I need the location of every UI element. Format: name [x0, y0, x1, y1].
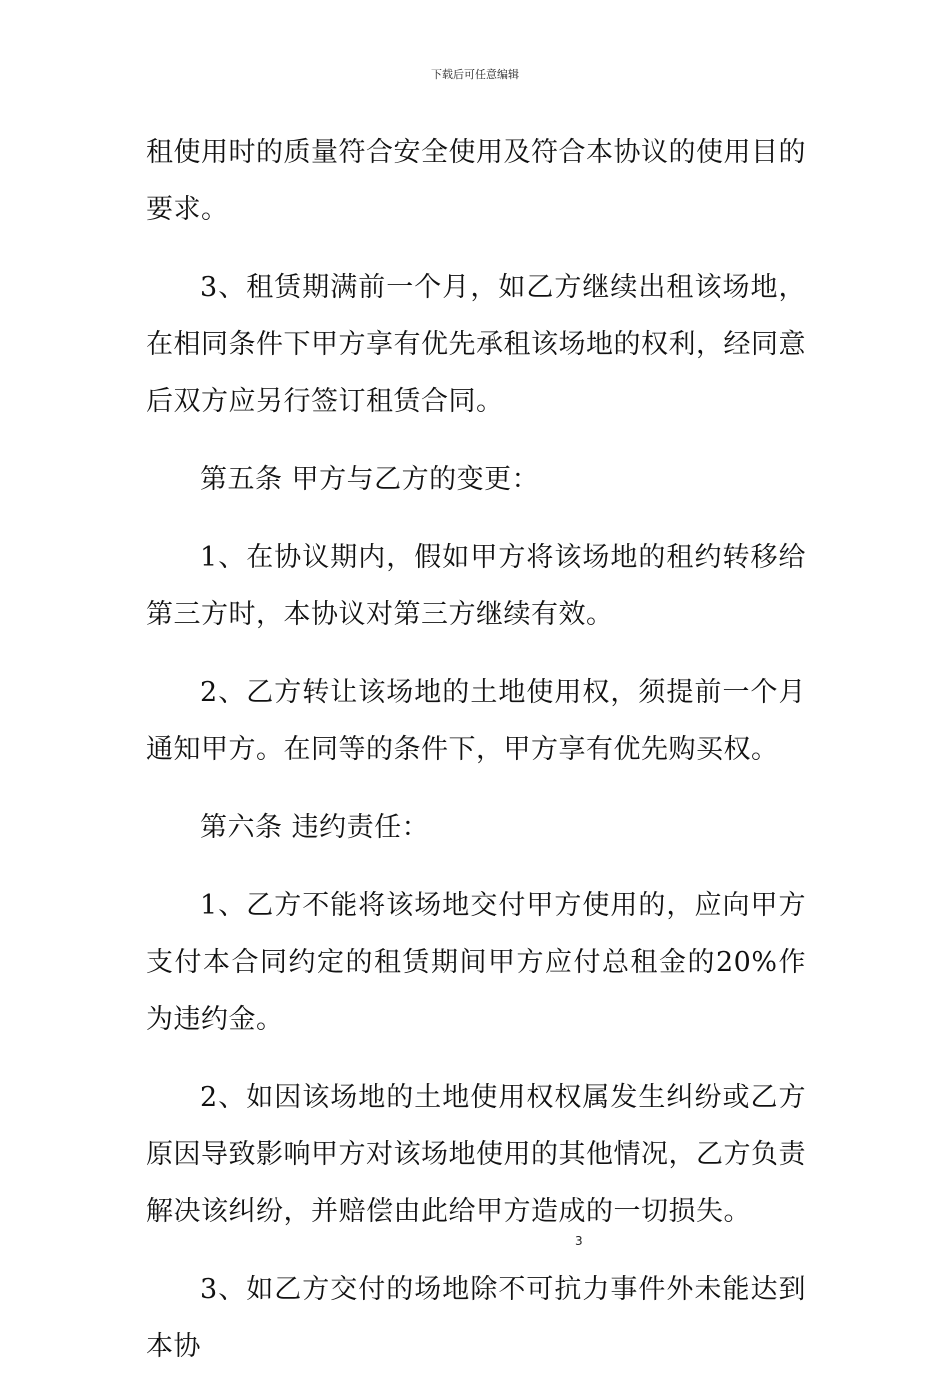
paragraph-clause-3-renewal: 3、租赁期满前一个月，如乙方继续出租该场地，在相同条件下甲方享有优先承租该场地的权利，经同意后双方应另行签订租赁合同。 — [146, 272, 806, 417]
section-heading-article-6: 第六条 违约责任： — [200, 812, 430, 843]
page-number: 3 — [575, 1234, 583, 1248]
section-heading-article-5: 第五条 甲方与乙方的变更： — [200, 464, 540, 495]
document-body — [146, 124, 806, 1396]
paragraph-clause-2-land-use: 2、乙方转让该场地的土地使用权，须提前一个月通知甲方。在同等的条件下，甲方享有优先购买权。 — [146, 677, 806, 765]
paragraph-continuation: 租使用时的质量符合安全使用及符合本协议的使用目的要求。 — [146, 137, 806, 225]
paragraph-clause-2-dispute: 2、如因该场地的土地使用权权属发生纠纷或乙方原因导致影响甲方对该场地使用的其他情况，乙方负责解决该纠纷，并赔偿由此给甲方造成的一切损失。 — [146, 1082, 806, 1227]
page-header: 下载后可任意编辑 — [431, 68, 519, 81]
paragraph-clause-3-force-majeure: 3、如乙方交付的场地除不可抗力事件外未能达到本协 — [146, 1274, 806, 1362]
paragraph-clause-1-transfer: 1、在协议期内，假如甲方将该场地的租约转移给第三方时，本协议对第三方继续有效。 — [146, 542, 806, 630]
paragraph-clause-1-penalty: 1、乙方不能将该场地交付甲方使用的，应向甲方支付本合同约定的租赁期间甲方应付总租金的20%作为违约金。 — [146, 890, 806, 1035]
